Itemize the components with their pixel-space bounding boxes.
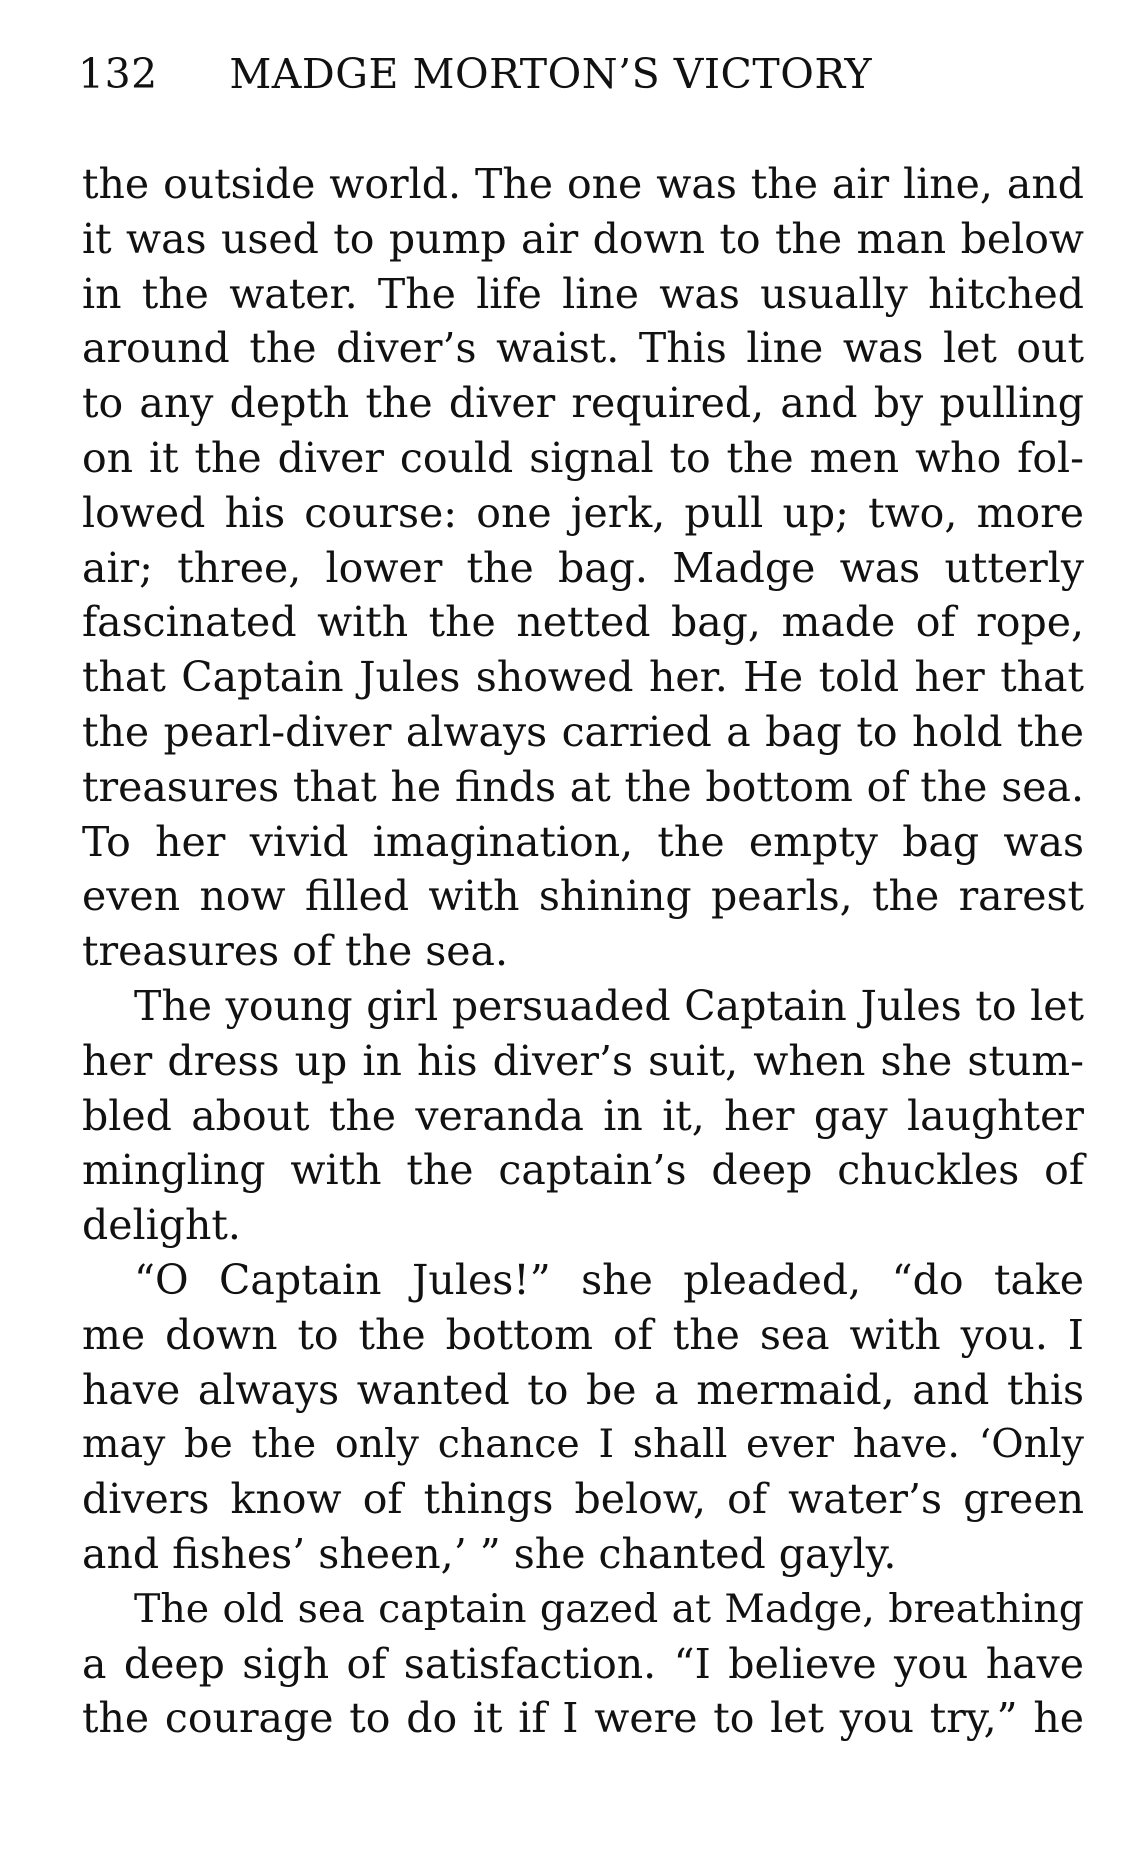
text-line: The young girl persuaded Captain Jules to let (134, 981, 1084, 1030)
paragraph-1 (82, 157, 1084, 979)
text-line: the outside world. The one was the air line, and (82, 160, 1084, 208)
text-line: “O Captain Jules!” she pleaded, “do take (134, 1255, 1084, 1304)
text-line: around the diver’s waist. This line was let out (82, 324, 1084, 373)
text-line: it was used to pump air down to the man below (82, 214, 1084, 263)
text-line: a deep sigh of satisfaction. “I believe you have (82, 1639, 1084, 1688)
text-line: mingling with the captain’s deep chuckles of (82, 1146, 1084, 1195)
book-title: MADGE MORTON’S VICTORY (229, 50, 873, 98)
text-line: even now filled with shining pearls, the rarest (82, 872, 1084, 921)
page-number: 132 (78, 50, 158, 98)
paragraph-4 (82, 1582, 1084, 1746)
text-line: on it the diver could signal to the men who fol- (82, 433, 1084, 482)
text-line: fascinated with the netted bag, made of rope, (82, 598, 1084, 647)
text-line: delight. (82, 1201, 241, 1250)
text-line: to any depth the diver required, and by pulling (82, 379, 1084, 428)
text-line: air; three, lower the bag. Madge was utterly (82, 543, 1084, 592)
text-line: lowed his course: one jerk, pull up; two, more (82, 488, 1084, 537)
running-head (78, 42, 1078, 106)
text-line: bled about the veranda in it, her gay laughter (82, 1091, 1084, 1140)
text-line: To her vivid imagination, the empty bag was (82, 817, 1084, 866)
text-line: treasures of the sea. (82, 927, 509, 976)
text-line: in the water. The life line was usually hitched (82, 269, 1084, 318)
text-line: treasures that he finds at the bottom of the sea. (82, 762, 1084, 811)
text-line: divers know of things below, of water’s green (82, 1475, 1084, 1524)
paragraph-2 (82, 979, 1084, 1253)
text-line: the pearl-diver always carried a bag to hold the (82, 707, 1084, 756)
text-line: may be the only chance I shall ever have. ‘Only (82, 1421, 1084, 1468)
body-text (82, 157, 1084, 1746)
text-line: have always wanted to be a mermaid, and this (82, 1365, 1084, 1414)
text-line: the courage to do it if I were to let you try,” he (82, 1694, 1084, 1743)
paragraph-3 (82, 1253, 1084, 1582)
text-line: The old sea captain gazed at Madge, breathing (134, 1585, 1084, 1632)
text-line: me down to the bottom of the sea with you. I (82, 1310, 1084, 1359)
text-line: her dress up in his diver’s suit, when she stum- (82, 1036, 1084, 1085)
text-line: that Captain Jules showed her. He told her that (82, 653, 1084, 702)
text-line: and fishes’ sheen,’ ” she chanted gayly. (82, 1529, 897, 1578)
